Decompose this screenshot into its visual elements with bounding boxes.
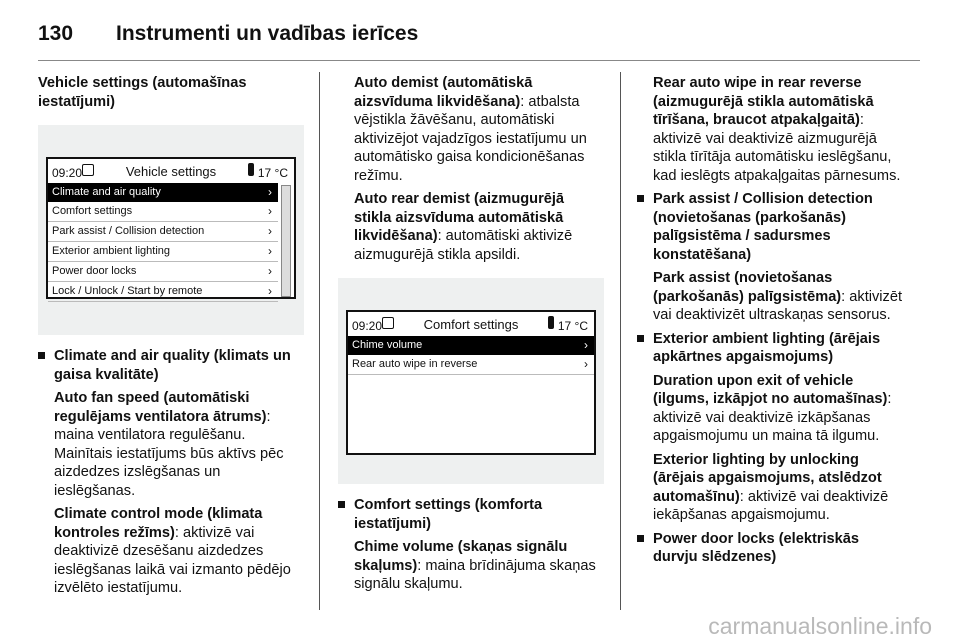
menu-item-label: Lock / Unlock / Start by remote [52, 285, 203, 297]
menu-item[interactable] [48, 262, 278, 282]
term: Auto rear demist (aizmugurējā stikla aizsvīduma automātiskā likvidēšana) [354, 191, 565, 244]
thermometer-icon [248, 163, 254, 176]
menu-item[interactable] [348, 355, 594, 375]
menu-item-label: Climate and air quality [52, 186, 161, 198]
description: : aktivizēt vai deaktivizēt ultraskaņas sensorus. [653, 288, 902, 323]
menu-item-label: Rear auto wipe in reverse [352, 358, 478, 370]
description: : aktivizē vai deaktivizē dzesēšanu aizdedzes ieslēgšanas laikā vai izmanto pēdējo izvēlēto iestatījumu. [54, 524, 291, 596]
description: : aktivizē vai deaktivizē aizmugurējā stikla tīrītāja automātisku ieslēgšanu, kad ieslēgts atpakaļgaitas pārnesums. [653, 112, 901, 184]
chevron-right-icon: › [268, 185, 272, 199]
comfort-settings-screenshot [338, 278, 604, 484]
screen-status-bar [48, 159, 294, 183]
paragraph [637, 269, 907, 325]
paragraph [38, 389, 304, 500]
bullet-item [38, 347, 304, 384]
bullet-icon [637, 195, 644, 202]
screen-title: Vehicle settings [125, 164, 217, 179]
menu-item-label: Exterior ambient lighting [52, 245, 171, 257]
chevron-right-icon: › [268, 264, 272, 278]
bullet-icon [637, 535, 644, 542]
term: Chime volume (skaņas signālu skaļums) [354, 539, 568, 574]
screen-title: Comfort settings [423, 317, 519, 332]
page-header [38, 12, 920, 56]
bullet-title: Exterior ambient lighting (ārējais apkārtnes apgaismojums) [653, 330, 881, 365]
term: Auto fan speed (automātiski regulējams ventilatora ātrums) [54, 390, 267, 425]
menu-item-label: Power door locks [52, 265, 137, 277]
header-divider [38, 60, 920, 61]
bullet-title: Park assist / Collision detection (novietošanas (parkošanās) palīgsistēma / sadursmes konstatēšana) [653, 191, 873, 263]
term: Exterior lighting by unlocking (ārējais apgaismojums, atslēdzot automašīnu) [653, 451, 882, 505]
description: : maina ventilatora regulēšanu. Mainītais iestatījums būs aktīvs pēc aizdedzes izslēgšanas un ieslēgšanas. [54, 408, 284, 499]
page-number: 130 [38, 22, 74, 45]
bullet-item [637, 530, 907, 567]
term: Auto demist (automātiskā aizsvīduma likvidēšana) [354, 75, 533, 110]
term: Duration upon exit of vehicle (ilgums, izkāpjot no automašīnas) [653, 372, 888, 407]
description: : maina brīdinājuma skaņas signālu skaļumu. [354, 557, 596, 592]
temperature: 17 °C [257, 166, 288, 180]
chevron-right-icon: › [268, 204, 272, 218]
menu-item[interactable] [348, 336, 594, 355]
page-title: Instrumenti un vadības ierīces [116, 22, 419, 45]
menu-list [348, 336, 594, 375]
column-3 [637, 74, 907, 572]
column-2 [338, 74, 604, 599]
menu-item[interactable] [48, 222, 278, 242]
screen-status-bar [348, 312, 594, 336]
temperature: 17 °C [557, 319, 588, 333]
bullet-icon [38, 352, 45, 359]
bullet-item [338, 496, 604, 533]
menu-list [48, 183, 278, 302]
paragraph [637, 74, 907, 185]
chevron-right-icon: › [584, 338, 588, 352]
paragraph [338, 74, 604, 185]
paragraph [338, 538, 604, 594]
menu-item-label: Comfort settings [52, 205, 133, 217]
paragraph [637, 372, 907, 446]
bullet-icon [637, 335, 644, 342]
bullet-title: Comfort settings (komforta iestatījumi) [354, 497, 543, 532]
bullet-item [637, 190, 907, 264]
bullet-title: Climate and air quality (klimats un gaisa kvalitāte) [54, 348, 291, 383]
description: : aktivizē vai deaktivizē iekāpšanas apgaismojumu. [653, 488, 889, 523]
chevron-right-icon: › [268, 244, 272, 258]
paragraph [338, 190, 604, 264]
menu-item[interactable] [48, 183, 278, 202]
description: : automātiski aktivizē aizmugurējā stikla apsildi. [354, 228, 573, 263]
display-screen [46, 157, 296, 299]
column-1 [38, 74, 304, 603]
scrollbar[interactable] [281, 185, 291, 297]
display-screen [346, 310, 596, 455]
section-heading: Vehicle settings (automašīnas iestatījumi) [38, 75, 247, 110]
menu-item[interactable] [48, 202, 278, 222]
chevron-right-icon: › [584, 357, 588, 371]
column-divider [620, 72, 621, 610]
menu-item-label: Park assist / Collision detection [52, 225, 205, 237]
term: Park assist (novietošanas (parkošanās) palīgsistēma) [653, 270, 842, 305]
chevron-right-icon: › [268, 284, 272, 298]
paragraph [637, 451, 907, 525]
column-divider [319, 72, 320, 610]
vehicle-settings-screenshot [38, 125, 304, 335]
menu-item[interactable] [48, 242, 278, 262]
description: : atbalsta vējstikla žāvēšanu, automātiski aktivizējot vajadzīgos iestatījumu un automātisko gaisa kondicionēšanas režīmu. [354, 93, 587, 184]
chevron-right-icon: › [268, 224, 272, 238]
clock: 09:20 [352, 319, 383, 333]
thermometer-icon [548, 316, 554, 329]
bullet-title: Power door locks (elektriskās durvju slēdzenes) [653, 530, 860, 565]
clock: 09:20 [52, 166, 83, 180]
term: Climate control mode (klimata kontroles režīms) [54, 506, 263, 541]
description: : aktivizē vai deaktivizē izkāpšanas apgaismojumu un maina tā ilgumu. [653, 391, 892, 444]
watermark: carmanualsonline.info [708, 613, 932, 639]
bullet-item [637, 330, 907, 367]
menu-item-label: Chime volume [352, 339, 423, 351]
paragraph [38, 505, 304, 598]
term: Rear auto wipe in rear reverse (aizmugurējā stikla automātiskā tīrīšana, braucot atpakaļgaitā) [653, 75, 874, 128]
bullet-icon [338, 501, 345, 508]
menu-item[interactable] [48, 282, 278, 302]
